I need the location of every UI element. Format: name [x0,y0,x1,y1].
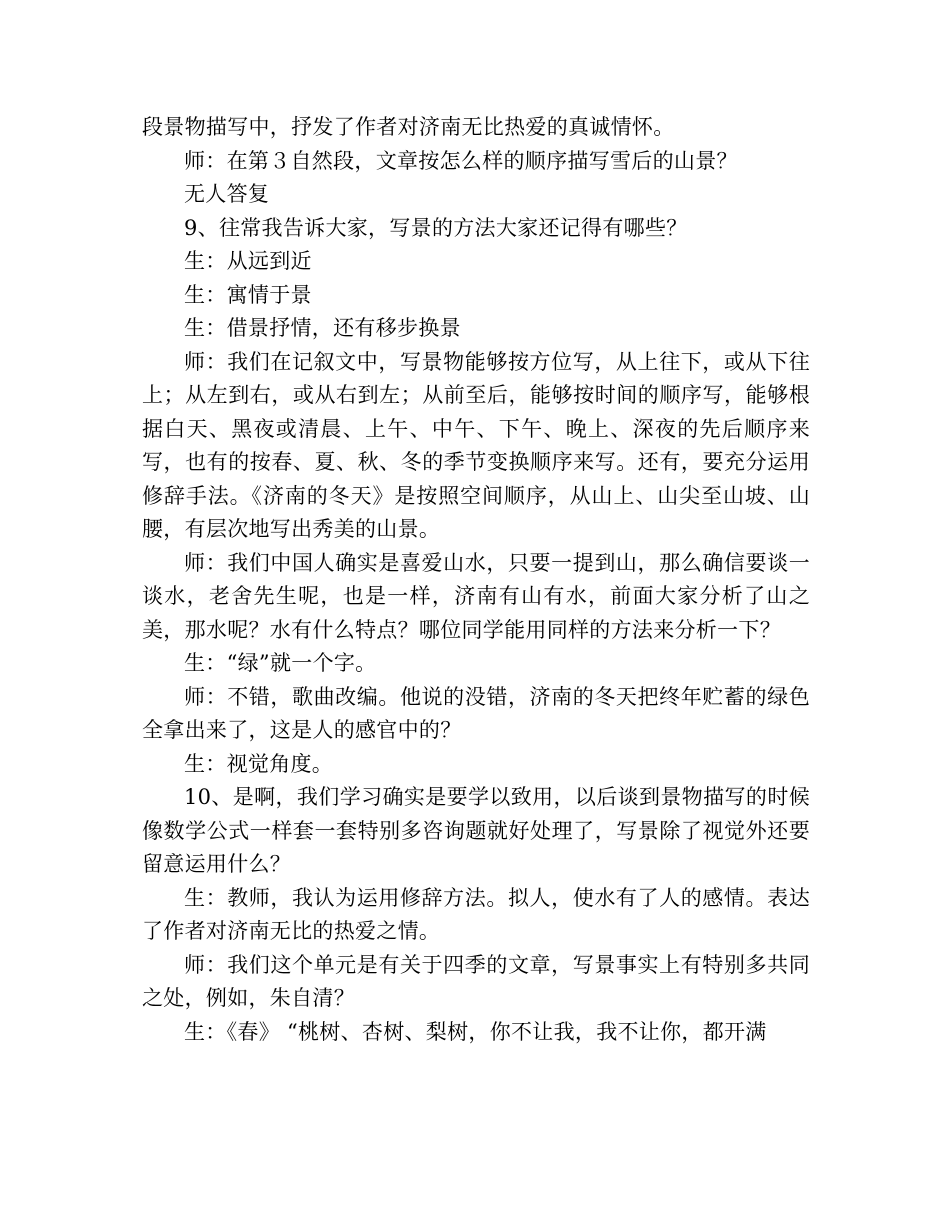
paragraph: 生：借景抒情，还有移步换景 [184,316,461,340]
paragraph-continuation: 段景物描写中，抒发了作者对济南无比热爱的真诚情怀。 [142,115,675,139]
paragraph: 师：我们在记叙文中，写景物能够按方位写，从上往下，或从下往上；从左到右，或从右到左；从前至后，能够按时间的顺序写，能够根据白天、黑夜或清晨、上午、中午、下午、晚上、深夜的先后顺序来写，也有的按春、夏、秋、冬的季节变换顺序来写。还有，要充分运用修辞手法。《济南的冬天》是按照空间顺序，从山上、山尖至山坡、山腰，有层次地写出秀美的山景。 [142,349,810,541]
paragraph: 师：不错，歌曲改编。他说的没错，济南的冬天把终年贮蓄的绿色全拿出来了，这是人的感官中的？ [142,684,810,742]
paragraph: 生：《春》 “桃树、杏树、梨树，你不让我，我不让你，都开满 [184,1019,767,1044]
paragraph: 生：“绿”就一个字。 [184,651,377,675]
paragraph: 生：视觉角度。 [184,751,334,776]
paragraph: 师：我们中国人确实是喜爱山水，只要一提到山，那么确信要谈一谈水，老舍先生呢，也是一样，济南有山有水，前面大家分析了山之美，那水呢？水有什么特点？哪位同学能用同样的方法来分析一下？ [142,550,810,642]
paragraph: 生：寓情于景 [184,282,312,307]
paragraph: 9、往常我告诉大家，写景的方法大家还记得有哪些？ [184,215,688,240]
document-body [142,111,810,1049]
paragraph: 师：我们这个单元是有关于四季的文章，写景事实上有特别多共同之处，例如，朱自清？ [142,952,810,1010]
paragraph: 生：教师，我认为运用修辞方法。拟人，使水有了人的感情。表达了作者对济南无比的热爱之情。 [142,885,810,943]
paragraph: 生：从远到近 [184,249,312,273]
paragraph: 10、是啊，我们学习确实是要学以致用，以后谈到景物描写的时候像数学公式一样套一套特别多咨询题就好处理了，写景除了视觉外还要留意运用什么？ [142,785,810,876]
paragraph: 无人答复 [184,182,270,206]
paragraph: 师：在第３自然段，文章按怎么样的顺序描写雪后的山景？ [184,148,738,173]
